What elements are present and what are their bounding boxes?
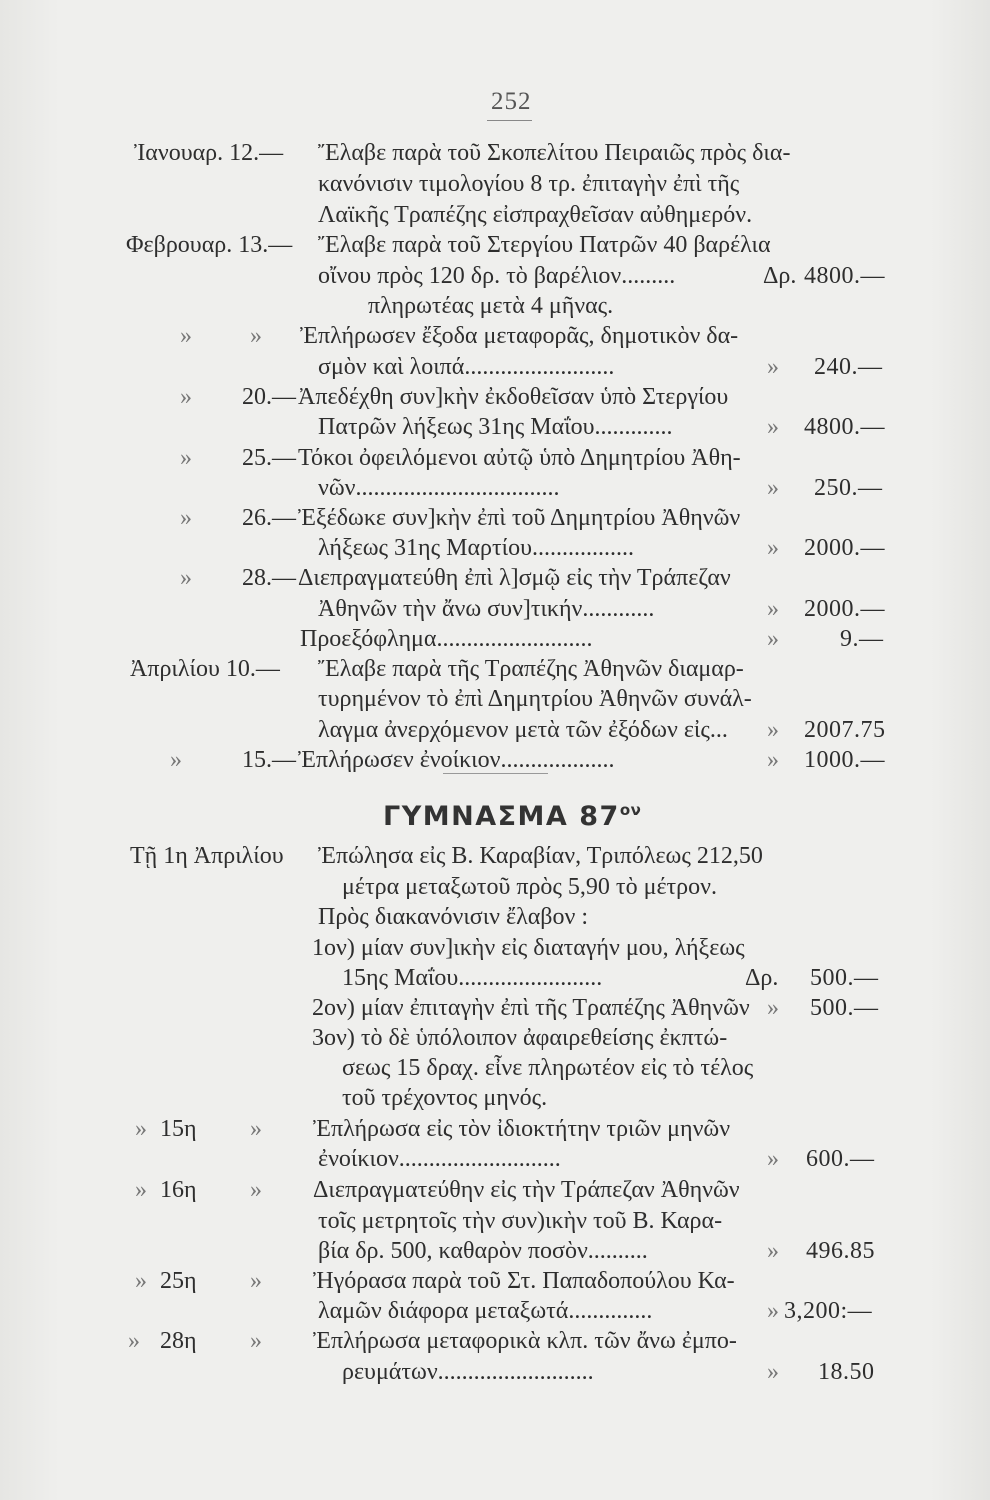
ditto-mark: »: [180, 323, 192, 349]
entry-text: λήξεως 31ης Μαρτίου.................: [318, 535, 634, 561]
ditto-mark: »: [135, 1116, 147, 1142]
ditto-mark: »: [767, 354, 779, 380]
ditto-mark: »: [180, 384, 192, 410]
entry-day: 16η: [160, 1177, 197, 1203]
ditto-mark: »: [767, 995, 779, 1021]
entry-text: τοῖς μετρητοῖς τὴν συν)ικὴν τοῦ Β. Καρα-: [318, 1208, 723, 1234]
entry-text: οἴνου πρὸς 120 δρ. τὸ βαρέλιον.........: [318, 263, 676, 289]
entry-amount: 1000.—: [804, 747, 885, 773]
entry-text: Ἠγόρασα παρὰ τοῦ Στ. Παπαδοπούλου Κα-: [313, 1268, 735, 1294]
entry-text: λαγμα ἀνερχόμενον μετὰ τῶν ἐξόδων εἰς...: [318, 717, 728, 743]
entry-text: νῶν..................................: [318, 475, 560, 501]
entry-text: Ἐξέδωκε συν]κὴν ἐπὶ τοῦ Δημητρίου Ἀθηνῶν: [298, 505, 741, 531]
entry-text: Διεπραγματεύθην εἰς τὴν Τράπεζαν Ἀθηνῶν: [313, 1177, 740, 1203]
ditto-mark: »: [135, 1268, 147, 1294]
entry-text: 2ον) μίαν ἐπιταγὴν ἐπὶ τῆς Τραπέζης Ἀθηνῶν: [312, 995, 750, 1021]
entry-amount: 9.—: [840, 626, 884, 652]
entry-text: Ἔλαβε παρὰ τοῦ Στεργίου Πατρῶν 40 βαρέλια: [318, 232, 771, 258]
exercise-heading-text: ΓΥΜΝΑΣΜΑ 87: [383, 801, 620, 832]
entry-amount: 2000.—: [804, 535, 885, 561]
entry-day: 26.—: [242, 505, 296, 531]
entry-text: τοῦ τρέχοντος μηνός.: [342, 1085, 548, 1111]
entry-date: Ἰανουαρ. 12.—: [134, 140, 284, 166]
ditto-mark: »: [250, 1268, 262, 1294]
entry-date: Φεβρουαρ. 13.—: [126, 232, 293, 258]
entry-date: Τῇ 1η Ἀπριλίου: [130, 843, 284, 869]
ditto-mark: »: [767, 1238, 779, 1264]
currency-mark: Δρ.: [763, 263, 797, 289]
ditto-mark: »: [767, 626, 779, 652]
entry-amount: 4800.—: [804, 263, 885, 289]
ditto-mark: »: [767, 414, 779, 440]
ditto-mark: »: [170, 747, 182, 773]
ditto-mark: »: [180, 565, 192, 591]
entry-text: ρευμάτων..........................: [342, 1359, 594, 1385]
entry-date: Ἀπριλίου 10.—: [130, 656, 280, 682]
entry-amount: 2000.—: [804, 596, 885, 622]
entry-text: Ἔλαβε παρὰ τοῦ Σκοπελίτου Πειραιῶς πρὸς δια-: [318, 140, 791, 166]
entry-amount: 500.—: [810, 965, 879, 991]
ditto-mark: »: [767, 1146, 779, 1172]
entry-day: 28η: [160, 1328, 197, 1354]
entry-text: Ἐπλήρωσα εἰς τὸν ἰδιοκτήτην τριῶν μηνῶν: [313, 1116, 731, 1142]
entry-amount: 4800.—: [804, 414, 885, 440]
ditto-mark: »: [250, 1328, 262, 1354]
entry-amount: 3,200:—: [784, 1298, 873, 1324]
entry-amount: 600.—: [806, 1146, 875, 1172]
entry-text: Διεπραγματεύθη ἐπὶ λ]σμῷ εἰς τὴν Τράπεζαν: [298, 565, 731, 591]
entry-text: μέτρα μεταξωτοῦ πρὸς 5,90 τὸ μέτρον.: [342, 874, 717, 900]
entry-text: ἐνοίκιον...........................: [318, 1146, 561, 1172]
entry-amount: 18.50: [818, 1359, 875, 1385]
ditto-mark: »: [767, 596, 779, 622]
entry-day: 20.—: [242, 384, 296, 410]
entry-amount: 496.85: [806, 1238, 875, 1264]
entry-amount: 250.—: [814, 475, 883, 501]
page-number: 252: [491, 88, 532, 115]
entry-text: τυρημένον τὸ ἐπὶ Δημητρίου Ἀθηνῶν συνάλ-: [318, 686, 752, 712]
entry-text: Πρὸς διακανόνισιν ἔλαβον :: [318, 904, 589, 930]
ditto-mark: »: [180, 505, 192, 531]
ditto-mark: »: [767, 535, 779, 561]
entry-text: Ἐπλήρωσεν ἐνοίκιον...................: [298, 747, 615, 773]
entry-amount: 500.—: [810, 995, 879, 1021]
entry-text: κανόνισιν τιμολογίου 8 τρ. ἐπιταγὴν ἐπὶ τῆς: [318, 171, 740, 197]
entry-text: Προεξόφλημα..........................: [300, 626, 593, 652]
entry-text: 15ης Μαΐου........................: [342, 965, 603, 991]
ditto-mark: »: [767, 475, 779, 501]
ditto-mark: »: [180, 445, 192, 471]
entry-text: 1ον) μίαν συν]ικὴν εἰς διαταγήν μου, λήξεως: [312, 935, 745, 961]
exercise-heading-suffix: ον: [619, 801, 642, 819]
entry-text: βία δρ. 500, καθαρὸν ποσὸν..........: [318, 1238, 648, 1264]
entry-day: 15.—: [242, 747, 296, 773]
entry-text: Πατρῶν λήξεως 31ης Μαΐου.............: [318, 414, 673, 440]
section-separator: [443, 773, 548, 774]
entry-amount: 2007.75: [804, 717, 886, 743]
entry-text: Ἀθηνῶν τὴν ἄνω συν]τικήν............: [318, 596, 655, 622]
currency-mark: Δρ.: [745, 965, 779, 991]
entry-text: Ἐπώλησα εἰς Β. Καραβίαν, Τριπόλεως 212,50: [318, 843, 763, 869]
ditto-mark: »: [250, 1116, 262, 1142]
ditto-mark: »: [767, 747, 779, 773]
entry-text: σμὸν καὶ λοιπά.........................: [318, 354, 615, 380]
entry-day: 28.—: [242, 565, 296, 591]
entry-day: 15η: [160, 1116, 197, 1142]
ditto-mark: »: [135, 1177, 147, 1203]
entry-amount: 240.—: [814, 354, 883, 380]
entry-text: Ἔλαβε παρὰ τῆς Τραπέζης Ἀθηνῶν διαμαρ-: [318, 656, 744, 682]
entry-text: Τόκοι ὀφειλόμενοι αὐτῷ ὑπὸ Δημητρίου Ἀθη-: [298, 445, 741, 471]
ditto-mark: »: [250, 1177, 262, 1203]
entry-text: σεως 15 δραχ. εἶνε πληρωτέον εἰς τὸ τέλος: [342, 1055, 754, 1081]
ledger-line: [0, 1354, 990, 1390]
entry-day: 25η: [160, 1268, 197, 1294]
page-number-rule: [487, 120, 532, 121]
ditto-mark: »: [128, 1328, 140, 1354]
entry-day: 25.—: [242, 445, 296, 471]
entry-text: Ἐπλήρωσεν ἔξοδα μεταφορᾶς, δημοτικὸν δα-: [300, 323, 739, 349]
entry-text: Λαϊκῆς Τραπέζης εἰσπραχθεῖσαν αὐθημερόν.: [318, 202, 753, 228]
exercise-heading: [383, 790, 641, 837]
entry-text: Ἐπλήρωσα μεταφορικὰ κλπ. τῶν ἄνω ἐμπο-: [313, 1328, 737, 1354]
entry-text: Ἀπεδέχθη συν]κὴν ἐκδοθεῖσαν ὑπὸ Στεργίου: [298, 384, 729, 410]
ditto-mark: »: [767, 1359, 779, 1385]
ditto-mark: »: [767, 1298, 779, 1324]
entry-text: πληρωτέας μετὰ 4 μῆνας.: [368, 293, 614, 319]
ditto-mark: »: [767, 717, 779, 743]
ditto-mark: »: [250, 323, 262, 349]
entry-text: 3ον) τὸ δὲ ὑπόλοιπον ἀφαιρεθείσης ἐκπτώ-: [312, 1025, 728, 1051]
entry-text: λαμῶν διάφορα μεταξωτά..............: [318, 1298, 653, 1324]
